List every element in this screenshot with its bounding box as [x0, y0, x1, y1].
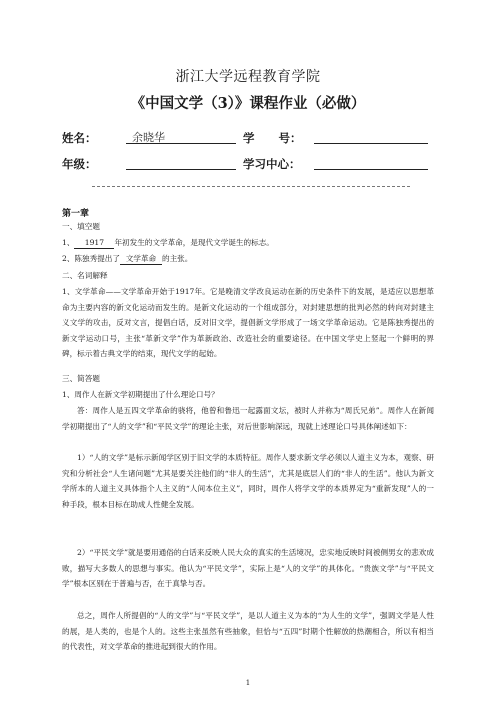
student-id-label: 学 号：	[243, 131, 302, 145]
student-id-field[interactable]	[314, 129, 428, 144]
term-section-title: 二、名词解释	[62, 271, 108, 280]
institution-title: 浙江大学远程教育学院	[175, 69, 321, 85]
short-answer-para-4: 总之，周作人所提倡的“人的文学”与“平民文学”，是以人道主义为本的“为人生的文学”，强调文学是人性的展，是人类的，也是个人的。这些主张虽然有些抽象，但恰与“五四”时期个性解放的热潮相合，所以有相当的代表性，对文学革命的推进起到很大的作用。	[62, 611, 434, 652]
fill-q2-suffix: 的主张。	[162, 254, 193, 263]
fill-q1-suffix: 年初发生的文学革命，是现代文学诞生的标志。	[114, 238, 274, 247]
page-number: 1	[245, 679, 251, 687]
short-answer-para-2: 1）“人的文学”是标示新闻学区别于旧文学的本质特征。周作人要求新文学必须以人道主义为本，观察、研究和分析社会“人生诸问题”尤其是要关注他们的“非人的生活”，尤其是底层人们的“非人的生活”。他认为新文学所本的人道主义具体指个人主义的“人间本位主义”，同时，周作人将学文学的本质界定为“重新发现”人的一种手段，根本目标在助成人性健全发展。	[62, 453, 434, 509]
chapter-heading: 第一章	[62, 209, 90, 219]
fill-q1-prefix: 1、	[62, 238, 75, 247]
short-answer-para-3: 2）“平民文学”就是要用通俗的白话来反映人民大众的真实的生活境况，忠实地反映时间被侧男女的悲欢成败，描写大多数人的思想与事实。他认为“平民文学”，实际上是“人的文学”的具体化。“贵族文学”与“平民文学”根本区别在于普遍与否，在于真挚与否。	[62, 548, 434, 589]
grade-field[interactable]	[126, 155, 236, 170]
name-label: 姓名：	[62, 131, 97, 145]
fill-q1-answer: 1917	[74, 237, 114, 249]
term-answer-1: 1、文学革命——文学革命开始于1917年。它是晚清文学改良运动在新的历史条件下的发展，是适应以思想革命为主要内容的新文化运动而发生的。是新文化运动的一个组成部分，对封建思想的批判必然的转向对封建主义文学的攻击，反对文言，提倡白话，反对旧文学，提倡新文学形成了一场文学革命运动。它是陈独秀提出的新文学运动口号，主张“革新文学”作为革新政治、改造社会的重要途径。在中国文学史上竖起一个鲜明的界碑，标示着古典文学的结束，现代文学的起始。	[62, 287, 434, 359]
grade-label: 年级：	[62, 157, 97, 171]
fill-question-2	[62, 251, 434, 267]
short-answer-para-1: 答：周作人是五四文学革命的骁将，他曾和鲁迅一起露面文坛，被时人并称为“周氏兄弟”。周作人在新闻学初期提出了“人的文学”和“平民文学”的理论主张，对后世影响深远，现就上述理论口号具体阐述如下：	[62, 406, 434, 431]
study-center-field[interactable]	[314, 155, 428, 170]
fill-q2-answer: 文学革命	[120, 253, 162, 265]
fill-question-1	[62, 235, 434, 251]
name-field[interactable]: 余晓华	[126, 129, 236, 144]
fill-section-title: 一、填空题	[62, 222, 100, 231]
short-section-title: 三、简答题	[62, 374, 100, 383]
short-question-1: 1、周作人在新文学初期提出了什么理论口号？	[62, 390, 219, 399]
course-title: 《中国文学（3）》课程作业（必做）	[130, 95, 366, 112]
divider	[92, 186, 410, 187]
fill-q2-prefix: 2、陈独秀提出了	[62, 254, 120, 263]
study-center-label: 学习中心：	[243, 157, 301, 171]
